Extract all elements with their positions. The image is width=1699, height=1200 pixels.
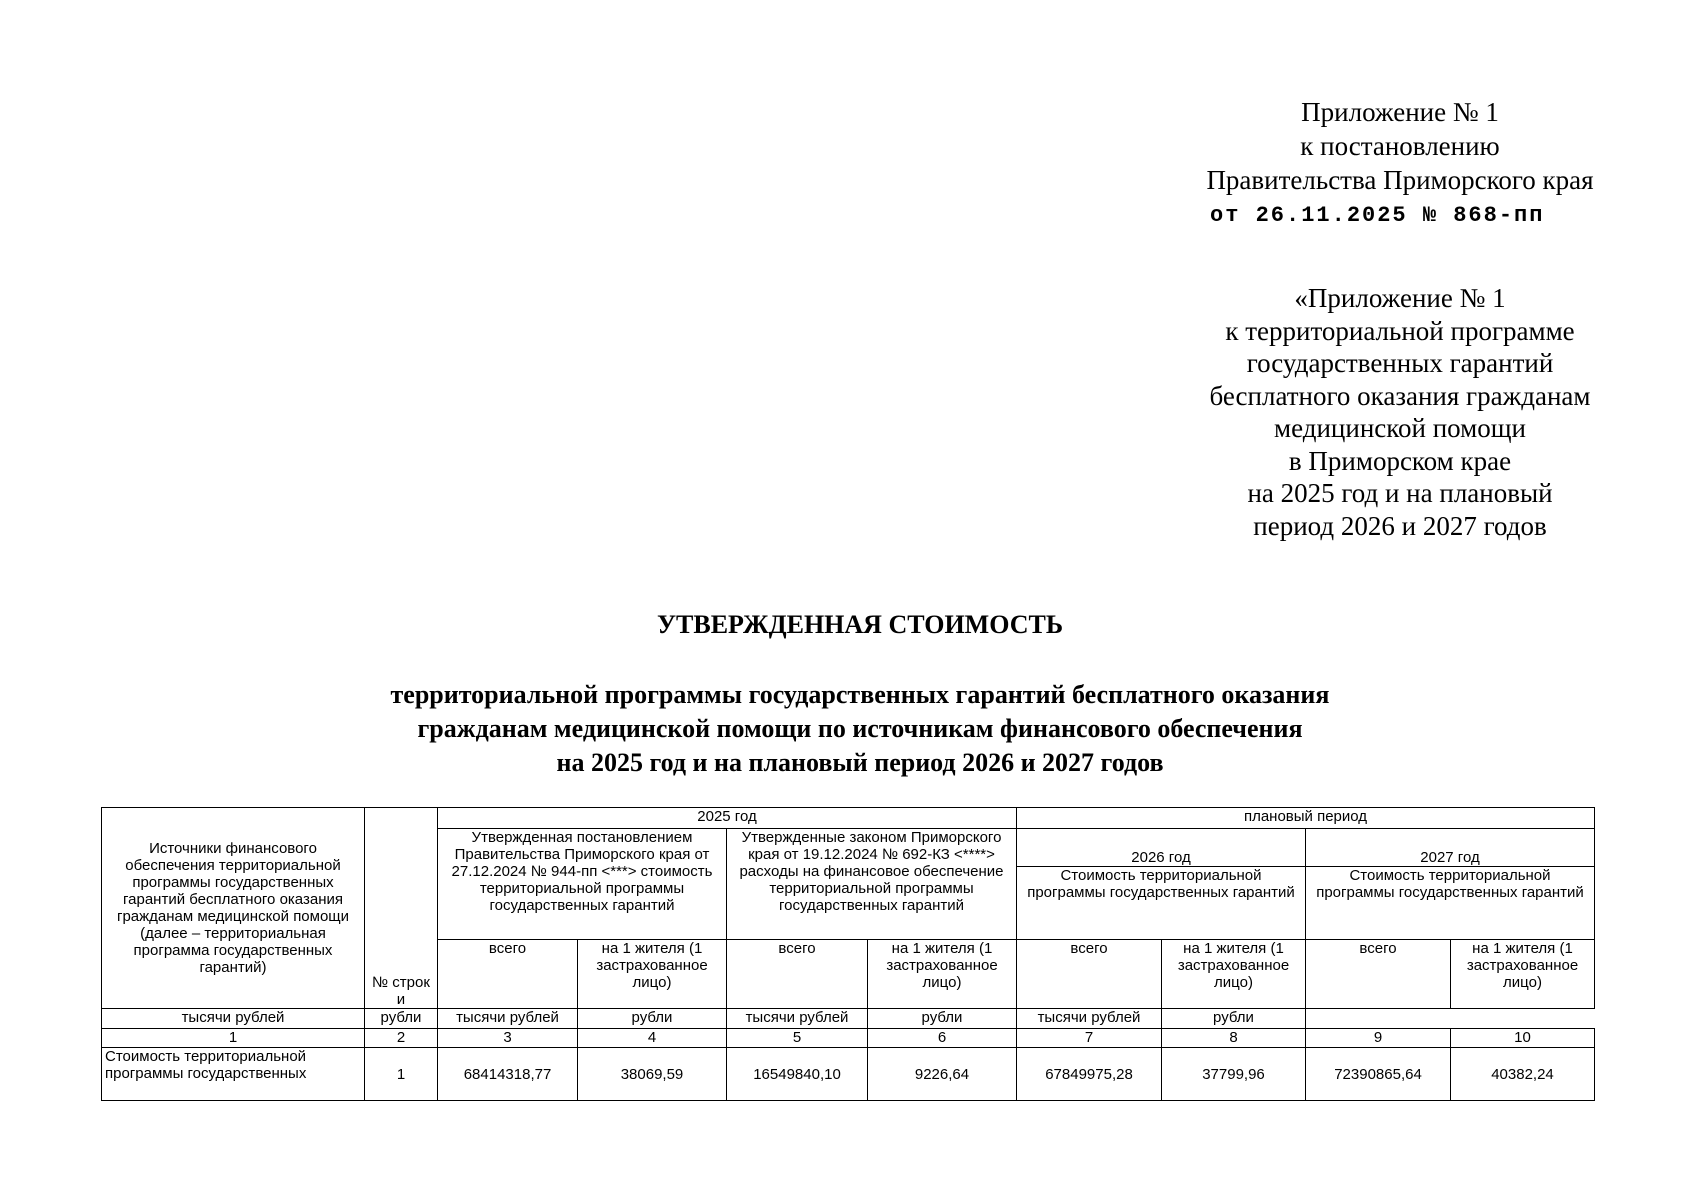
annex-line: в Приморском крае: [1288, 445, 1512, 476]
total-header: всего: [438, 940, 578, 1009]
annex-line: к территориальной программе: [1225, 315, 1575, 346]
row-value: 40382,24: [1451, 1048, 1595, 1101]
row-value: 67849975,28: [1017, 1048, 1162, 1101]
column-number: 1: [102, 1029, 365, 1048]
annex-line: «Приложение № 1: [1294, 283, 1506, 313]
unit-label: рубли: [1162, 1009, 1306, 1029]
table-row: [102, 1048, 1595, 1101]
column-number-row: [102, 1029, 1595, 1048]
unit-label: рубли: [868, 1009, 1017, 1029]
annex-reference: [1180, 282, 1620, 542]
row-value: 9226,64: [868, 1048, 1017, 1101]
column-number: 5: [727, 1029, 868, 1048]
row-value: 72390865,64: [1306, 1048, 1451, 1101]
column-number: 9: [1306, 1029, 1451, 1048]
row-value: 68414318,77: [438, 1048, 578, 1101]
annex-line: государственных гарантий: [1246, 348, 1554, 378]
stamp-line-government: Правительства Приморского края: [1206, 165, 1594, 195]
column-number: 6: [868, 1029, 1017, 1048]
row-source: Стоимость территориальной программы государственных: [102, 1048, 365, 1101]
document-subtitle: [0, 678, 1699, 780]
column-number: 3: [438, 1029, 578, 1048]
program-cost-2026-header: Стоимость территориальной программы государственных гарантий: [1017, 867, 1306, 940]
annex-line: на 2025 год и на плановый: [1247, 478, 1553, 508]
per-resident-header: на 1 жителя (1 застрахованное лицо): [1162, 940, 1306, 1009]
year-2026-header: 2026 год: [1017, 829, 1306, 867]
row-value: 16549840,10: [727, 1048, 868, 1101]
unit-label: тысячи рублей: [102, 1009, 365, 1029]
approved-resolution-header: Утвержденная постановлением Правительства Приморского края от 27.12.2024 № 944-пп <***> стоимость территориальной программы государственных гарантий: [438, 829, 727, 940]
unit-label: рубли: [578, 1009, 727, 1029]
total-header: всего: [1017, 940, 1162, 1009]
unit-label: тысячи рублей: [1017, 1009, 1162, 1029]
subtitle-line: на 2025 год и на плановый период 2026 и 2027 годов: [556, 748, 1164, 777]
row-number-header: № строк и: [365, 808, 438, 1009]
row-value: 38069,59: [578, 1048, 727, 1101]
source-header: Источники финансового обеспечения территориальной программы государственных гарантий бесплатного оказания гражданам медицинской помощи (далее – территориальная программа государственных гарантий): [102, 808, 365, 1009]
planned-period-header: плановый период: [1017, 808, 1595, 829]
column-number: 10: [1451, 1029, 1595, 1048]
unit-label: рубли: [365, 1009, 438, 1029]
per-resident-header: на 1 жителя (1 застрахованное лицо): [578, 940, 727, 1009]
decree-date: от 26.11.2025 № 868-пп: [1210, 203, 1545, 228]
unit-label: тысячи рублей: [438, 1009, 578, 1029]
total-header: всего: [1306, 940, 1451, 1009]
annex-line: бесплатного оказания гражданам: [1209, 380, 1591, 411]
total-header: всего: [727, 940, 868, 1009]
column-number: 7: [1017, 1029, 1162, 1048]
annex-line: медицинской помощи: [1274, 413, 1526, 443]
unit-label: тысячи рублей: [727, 1009, 868, 1029]
per-resident-header: на 1 жителя (1 застрахованное лицо): [868, 940, 1017, 1009]
column-number: 4: [578, 1029, 727, 1048]
document-title: УТВЕРЖДЕННАЯ СТОИМОСТЬ: [656, 610, 1064, 639]
annex-line: период 2026 и 2027 годов: [1253, 510, 1547, 541]
per-resident-header: на 1 жителя (1 застрахованное лицо): [1451, 940, 1595, 1009]
stamp-line-annex: Приложение № 1: [1301, 97, 1499, 127]
program-cost-2027-header: Стоимость территориальной программы государственных гарантий: [1306, 867, 1595, 940]
row-value: 37799,96: [1162, 1048, 1306, 1101]
resolution-stamp: [1180, 95, 1620, 197]
column-number: 2: [365, 1029, 438, 1048]
column-number: 8: [1162, 1029, 1306, 1048]
approved-law-header: Утвержденные законом Приморского края от 19.12.2024 № 692-КЗ <****> расходы на финансовое обеспечение территориальной программы государственных гарантий: [727, 829, 1017, 940]
cost-table: [101, 807, 1595, 1101]
subtitle-line: территориальной программы государственных гарантий бесплатного оказания: [390, 680, 1330, 709]
year-2025-header: 2025 год: [438, 808, 1017, 829]
year-2027-header: 2027 год: [1306, 829, 1595, 867]
row-number: 1: [365, 1048, 438, 1101]
subtitle-line: гражданам медицинской помощи по источникам финансового обеспечения: [417, 714, 1303, 743]
stamp-line-resolution: к постановлению: [1300, 131, 1500, 161]
